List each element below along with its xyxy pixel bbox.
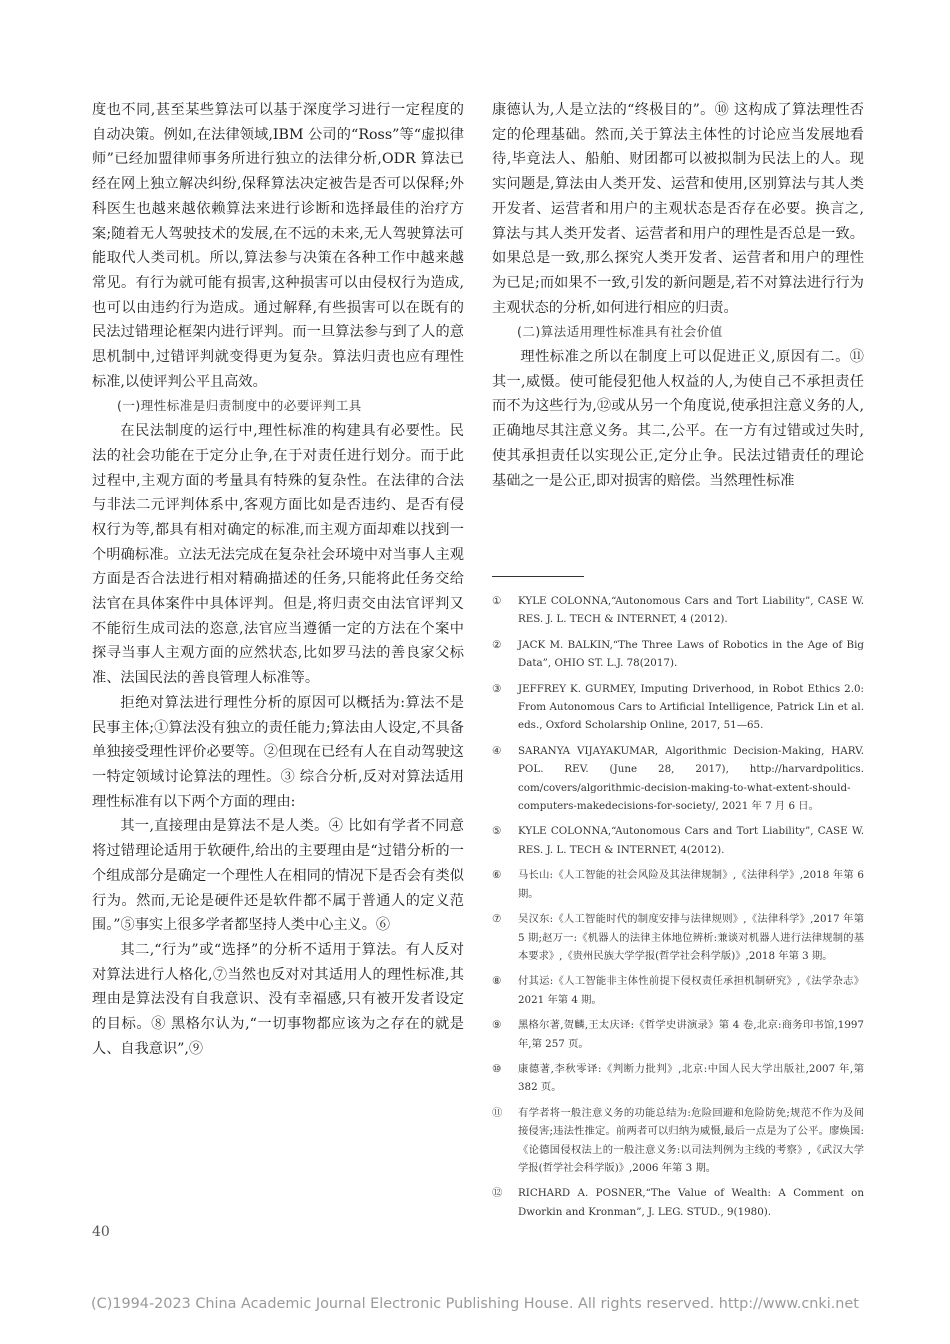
paragraph: 其一,直接理由是算法不是人类。④ 比如有学者不同意将过错理论适用于软硬件,给出的主要理由是“过错分析的一个组成部分是确定一个理性人在相同的情况下是否会有类似行为。然而,无论是硬件还是软件都不属于普通人的定义范围。”⑤事实上很多学者都坚持人类中心主义。⑥ [92,818,464,934]
footnote-number: ⑨ [492,1019,502,1032]
paragraph: 度也不同,甚至某些算法可以基于深度学习进行一定程度的自动决策。例如,在法律领域,IBM 公司的“Ross”等“虚拟律师”已经加盟律师事务所进行独立的法律分析,ODR 算法已经在网上独立解决纠纷,保释算法决定被告是否可以保释;外科医生也越来越依赖算法来进行诊断和选择最佳的治疗方案;随着无人驾驶技术的发展,在不远的未来,无人驾驶算法可能取代人类司机。所以,算法参与决策在各种工作中越来越常见。有行为就可能有损害,这种损害可以由侵权行为造成,也可以由违约行为造成。通过解释,有些损害可以在既有的民法过错理论框架内进行评判。而一旦算法参与到了人的意思机制中,过错评判就变得更为复杂。算法归责也应有理性标准,以使评判公平且高效。 [92,102,464,390]
footnote-number: ① [492,595,502,607]
left-column [92,98,464,1061]
footnote-text: KYLE COLONNA,“Autonomous Cars and Tort Liability”, CASE W. RES. J. L. TECH & INTERNET, 4 (2012). [518,595,864,626]
footnote-number: ④ [492,744,502,757]
paragraph: 康德认为,人是立法的“终极目的”。⑩ 这构成了算法理性否定的伦理基础。然而,关于算法主体性的讨论应当发展地看待,毕竟法人、船舶、财团都可以被拟制为民法上的人。现实问题是,算法由人类开发、运营和使用,区别算法与其人类开发者、运营者和用户的主观状态是否存在必要。换言之,算法与其人类开发者、运营者和用户的理性是否总是一致。如果总是一致,那么探究人类开发者、运营者和用户的理性为已足;而如果不一致,引发的新问题是,若不对算法进行行为主观状态的分析,如何进行相应的归责。 [492,102,864,316]
section-heading: (一)理性标准是归责制度中的必要评判工具 [117,398,362,414]
footnote [492,742,864,816]
paragraph: 理性标准之所以在制度上可以促进正义,原因有二。⑪ 其一,威慑。使可能侵犯他人权益的人,为使自己不承担责任而不为这些行为,⑫或从另一个角度说,使承担注意义务的人,正确地尽其注意义务。其二,公平。在一方有过错或过失时,使其承担责任以实现公正,定分止争。民法过错责任的理论基础之一是公正,即对损害的赔偿。当然理性标准 [492,349,864,489]
paragraph: 其二,“行为”或“选择”的分析不适用于算法。有人反对对算法进行人格化,⑦当然也反对对其适用人的理性标准,其理由是算法没有自我意识、没有幸福感,只有被开发者设定的目标。⑧ 黑格尔认为,“一切事物都应该为之存在的就是人、自我意识”,⑨ [92,941,464,1057]
footnote [492,910,864,965]
paragraph: 拒绝对算法进行理性分析的原因可以概括为:算法不是民事主体;①算法没有独立的责任能力;算法由人设定,不具备单独接受理性评价必要等。②但现在已经有人在自动驾驶这一特定领域讨论算法的理性。③ 综合分析,反对对算法适用理性标准有以下两个方面的理由: [92,694,464,810]
right-column [492,98,864,493]
footnote [492,592,864,629]
footnote-number: ⑧ [492,975,502,988]
footnote-text: JEFFREY K. GURMEY, Imputing Driverhood, in Robot Ethics 2.0: From Autonomous Cars to Artificial Intelligence, Patrick Lin et al. eds., Oxford Scholarship Online, 2017, 51—65. [518,682,864,732]
copyright-watermark: (C)1994-2023 China Academic Journal Electronic Publishing House. All rights reserved. http://www.cnki.net [91,1296,859,1312]
footnote [492,1016,864,1053]
footnote-text: SARANYA VIJAYAKUMAR, Algorithmic Decision-Making, HARV. POL. REV. (June 28, 2017), http://harvardpolitics. com/covers/algorithmic-decision-making-to-what-extent-should-computers-makedecisions-for-society/, 2021 年 7 月 6 日。 [518,744,864,813]
footnote [492,636,864,673]
footnote [492,1060,864,1097]
footnote-number: ⑦ [492,913,502,926]
footnote-number: ⑫ [492,1187,503,1200]
footnote-number: ⑤ [492,825,502,838]
footnote [492,1104,864,1178]
section-heading: (二)算法适用理性标准具有社会价值 [517,324,723,340]
footnote-text: 黑格尔著,贺麟,王太庆译:《哲学史讲演录》第 4 卷,北京:商务印书馆,1997 年,第 257 页。 [518,1019,864,1050]
footnotes [492,592,864,1228]
footnote-text: RICHARD A. POSNER,“The Value of Wealth: A Comment on Dworkin and Kronman”, J. LEG. STUD., 9(1980). [518,1187,864,1218]
footnote-text: 付其运:《人工智能非主体性前提下侵权责任承担机制研究》,《法学杂志》2021 年第 4 期。 [518,975,864,1006]
footnote-text: 有学者将一般注意义务的功能总结为:危险回避和危险防免;规范不作为及间接侵害;违法性推定。前两者可以归纳为威慑,最后一点是为了公平。廖焕国:《论德国侵权法上的一般注意义务:以司法判例为主线的考察》,《武汉大学学报(哲学社会科学版)》,2006 年第 3 期。 [518,1106,864,1174]
page-number: 40 [92,1224,110,1240]
footnote [492,822,864,859]
footnote [492,866,864,903]
footnote [492,972,864,1009]
footnote [492,1184,864,1221]
footnote-text: JACK M. BALKIN,“The Three Laws of Robotics in the Age of Big Data”, OHIO ST. L.J. 78(2017). [518,638,864,670]
footnote-number: ③ [492,682,502,695]
footnote-text: 吴汉东:《人工智能时代的制度安排与法律规则》,《法律科学》,2017 年第 5 期;赵万一:《机器人的法律主体地位辨析:兼谈对机器人进行法律规制的基本要求》,《贵州民族大学学报(哲学社会科学版)》,2018 年第 3 期。 [518,913,864,962]
footnote-text: 马长山:《人工智能的社会风险及其法律规制》,《法律科学》,2018 年第 6 期。 [518,869,864,900]
footnote [492,680,864,735]
footnote-number: ⑩ [492,1062,502,1075]
footnote-divider [492,576,584,577]
footnote-number: ⑪ [492,1106,503,1119]
footnote-text: KYLE COLONNA,“Autonomous Cars and Tort Liability”, CASE W. RES. J. L. TECH & INTERNET, 4(2012). [518,825,864,856]
footnote-text: 康德著,李秋零译:《判断力批判》,北京:中国人民大学出版社,2007 年,第 382 页。 [518,1062,864,1094]
footnote-number: ② [492,638,502,651]
paragraph: 在民法制度的运行中,理性标准的构建具有必要性。民法的社会功能在于定分止争,在于对责任进行划分。而于此过程中,主观方面的考量具有特殊的复杂性。在法律的合法与非法二元评判体系中,客观方面比如是否违约、是否有侵权行为等,都具有相对确定的标准,而主观方面却难以找到一个明确标准。立法无法完成在复杂社会环境中对当事人主观方面是否合法进行相对精确描述的任务,只能将此任务交给法官在具体案件中具体评判。但是,将归责交由法官评判又不能衍生成司法的恣意,法官应当遵循一定的方法在个案中探寻当事人主观方面的应然状态,比如罗马法的善良家父标准、法国民法的善良管理人标准等。 [92,423,464,687]
footnote-number: ⑥ [492,869,502,882]
